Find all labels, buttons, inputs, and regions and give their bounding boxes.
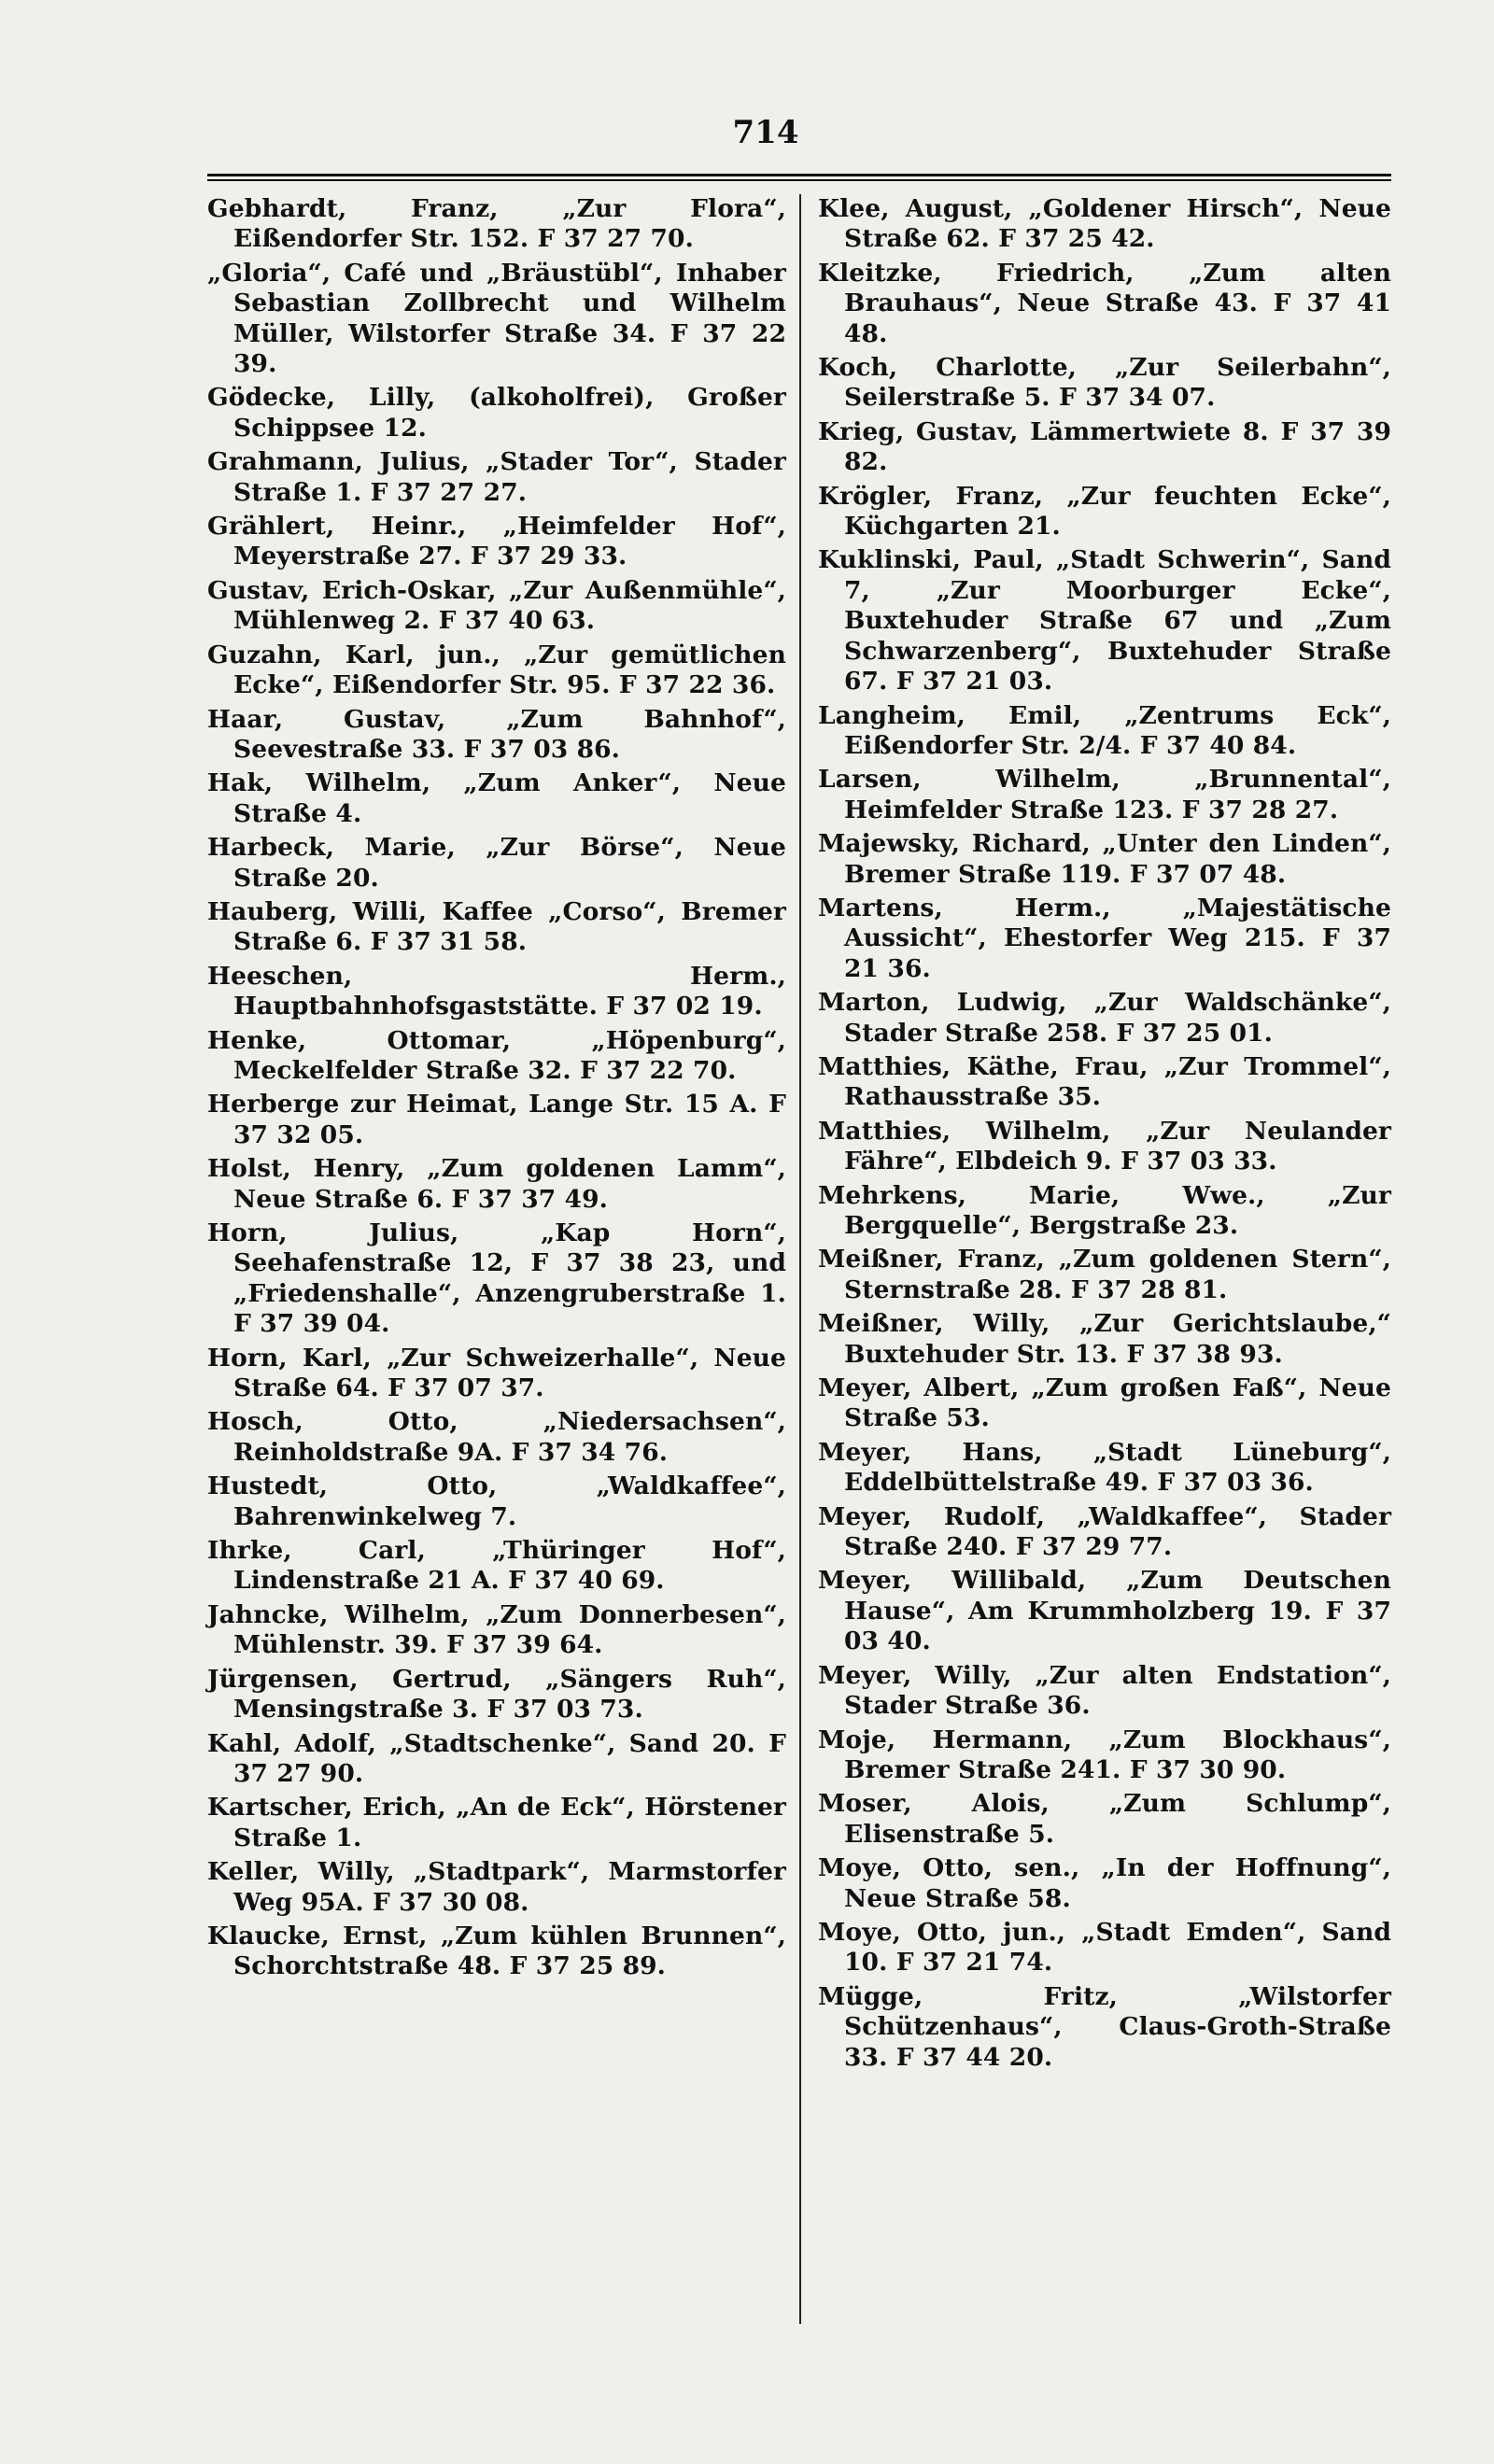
directory-entry: Meyer, Rudolf, „Waldkaffee“, Stader Straße 240. F 37 29 77. [818,1501,1391,1562]
directory-entry: Mehrkens, Marie, Wwe., „Zur Bergquelle“, Bergstraße 23. [818,1180,1391,1240]
directory-entry: Kartscher, Erich, „An de Eck“, Hörstener Straße 1. [207,1793,786,1852]
directory-entry: Jahncke, Wilhelm, „Zum Donnerbesen“, Mühlenstr. 39. F 37 39 64. [207,1599,786,1660]
directory-entry: Gebhardt, Franz, „Zur Flora“, Eißendorfer Str. 152. F 37 27 70. [207,194,786,254]
directory-entry: Hauberg, Willi, Kaffee „Corso“, Bremer Straße 6. F 37 31 58. [207,896,786,957]
directory-entry: Meyer, Willibald, „Zum Deutschen Hause“, Am Krummholzberg 19. F 37 03 40. [818,1566,1391,1656]
directory-entry: Meißner, Willy, „Zur Gerichtslaube,“ Buxtehuder Str. 13. F 37 38 93. [818,1309,1391,1369]
directory-entry: Meyer, Albert, „Zum großen Faß“, Neue Straße 53. [818,1373,1391,1433]
directory-entry: Harbeck, Marie, „Zur Börse“, Neue Straße 20. [207,833,786,893]
directory-entry: Herberge zur Heimat, Lange Str. 15 A. F 37 32 05. [207,1090,786,1149]
directory-entry: Hak, Wilhelm, „Zum Anker“, Neue Straße 4. [207,768,786,828]
directory-entry: Heeschen, Herm., Hauptbahnhofsgaststätte. F 37 02 19. [207,961,786,1021]
page-number: 714 [732,114,799,151]
directory-entry: Henke, Ottomar, „Höpenburg“, Meckelfelder Straße 32. F 37 22 70. [207,1025,786,1085]
directory-entry: Kleitzke, Friedrich, „Zum alten Brauhaus“, Neue Straße 43. F 37 41 48. [818,258,1391,348]
header-rule [207,174,1391,176]
directory-entry: Meyer, Willy, „Zur alten Endstation“, Stader Straße 36. [818,1660,1391,1721]
directory-entry: Grahmann, Julius, „Stader Tor“, Stader Straße 1. F 37 27 27. [207,447,786,507]
directory-entry: Krögler, Franz, „Zur feuchten Ecke“, Küchgarten 21. [818,481,1391,542]
directory-entry: Moye, Otto, sen., „In der Hoffnung“, Neue Straße 58. [818,1853,1391,1913]
directory-entry: Guzahn, Karl, jun., „Zur gemütlichen Ecke“, Eißendorfer Str. 95. F 37 22 36. [207,640,786,700]
directory-entry: Gödecke, Lilly, (alkoholfrei), Großer Schippsee 12. [207,383,786,443]
directory-entry: Meißner, Franz, „Zum goldenen Stern“, Sternstraße 28. F 37 28 81. [818,1245,1391,1304]
directory-entry: Mügge, Fritz, „Wilstorfer Schützenhaus“, Claus-Groth-Straße 33. F 37 44 20. [818,1981,1391,2072]
directory-entry: Koch, Charlotte, „Zur Seilerbahn“, Seilerstraße 5. F 37 34 07. [818,353,1391,413]
directory-entry: Kuklinski, Paul, „Stadt Schwerin“, Sand 7, „Zur Moorburger Ecke“, Buxtehuder Straße 67 und „Zum Schwarzenberg“, Buxtehuder Straße 67. F 37 21 03. [818,545,1391,697]
directory-entry: Matthies, Käthe, Frau, „Zur Trommel“, Rathausstraße 35. [818,1051,1391,1112]
directory-entry: Moye, Otto, jun., „Stadt Emden“, Sand 10. F 37 21 74. [818,1917,1391,1978]
directory-entry: „Gloria“, Café und „Bräustübl“, Inhaber Sebastian Zollbrecht und Wilhelm Müller, Wilstorfer Straße 34. F 37 22 39. [207,258,786,379]
directory-entry: Gustav, Erich-Oskar, „Zur Außenmühle“, Mühlenweg 2. F 37 40 63. [207,575,786,636]
directory-entry: Klee, August, „Goldener Hirsch“, Neue Straße 62. F 37 25 42. [818,194,1391,254]
directory-entry: Klaucke, Ernst, „Zum kühlen Brunnen“, Schorchtstraße 48. F 37 25 89. [207,1921,786,1981]
directory-entry: Moje, Hermann, „Zum Blockhaus“, Bremer Straße 241. F 37 30 90. [818,1725,1391,1784]
directory-entry: Kahl, Adolf, „Stadtschenke“, Sand 20. F 37 27 90. [207,1728,786,1788]
header-rule-thin [207,179,1391,181]
directory-entry: Moser, Alois, „Zum Schlump“, Elisenstraße 5. [818,1789,1391,1849]
right-column [799,194,1391,2324]
directory-entry: Hustedt, Otto, „Waldkaffee“, Bahrenwinkelweg 7. [207,1471,786,1531]
directory-entry: Haar, Gustav, „Zum Bahnhof“, Seevestraße 33. F 37 03 86. [207,704,786,764]
listing-columns [207,194,1391,2324]
left-column [207,194,799,2324]
directory-entry: Hosch, Otto, „Niedersachsen“, Reinholdstraße 9A. F 37 34 76. [207,1407,786,1467]
directory-entry: Krieg, Gustav, Lämmertwiete 8. F 37 39 82. [818,416,1391,477]
directory-entry: Matthies, Wilhelm, „Zur Neulander Fähre“, Elbdeich 9. F 37 03 33. [818,1116,1391,1176]
directory-entry: Langheim, Emil, „Zentrums Eck“, Eißendorfer Str. 2/4. F 37 40 84. [818,700,1391,760]
directory-entry: Holst, Henry, „Zum goldenen Lamm“, Neue Straße 6. F 37 37 49. [207,1154,786,1214]
directory-entry: Larsen, Wilhelm, „Brunnental“, Heimfelder Straße 123. F 37 28 27. [818,765,1391,824]
directory-entry: Keller, Willy, „Stadtpark“, Marmstorfer Weg 95A. F 37 30 08. [207,1857,786,1917]
directory-entry: Majewsky, Richard, „Unter den Linden“, Bremer Straße 119. F 37 07 48. [818,829,1391,889]
directory-entry: Grählert, Heinr., „Heimfelder Hof“, Meyerstraße 27. F 37 29 33. [207,512,786,571]
directory-entry: Jürgensen, Gertrud, „Sängers Ruh“, Mensingstraße 3. F 37 03 73. [207,1664,786,1725]
directory-entry: Ihrke, Carl, „Thüringer Hof“, Lindenstraße 21 A. F 37 40 69. [207,1536,786,1596]
directory-entry: Horn, Karl, „Zur Schweizerhalle“, Neue Straße 64. F 37 07 37. [207,1343,786,1403]
directory-entry: Meyer, Hans, „Stadt Lüneburg“, Eddelbüttelstraße 49. F 37 03 36. [818,1437,1391,1498]
directory-entry: Horn, Julius, „Kap Horn“, Seehafenstraße 12, F 37 38 23, und „Friedenshalle“, Anzengruberstraße 1. F 37 39 04. [207,1218,786,1339]
directory-entry: Martens, Herm., „Majestätische Aussicht“, Ehestorfer Weg 215. F 37 21 36. [818,893,1391,983]
directory-entry: Marton, Ludwig, „Zur Waldschänke“, Stader Straße 258. F 37 25 01. [818,988,1391,1048]
